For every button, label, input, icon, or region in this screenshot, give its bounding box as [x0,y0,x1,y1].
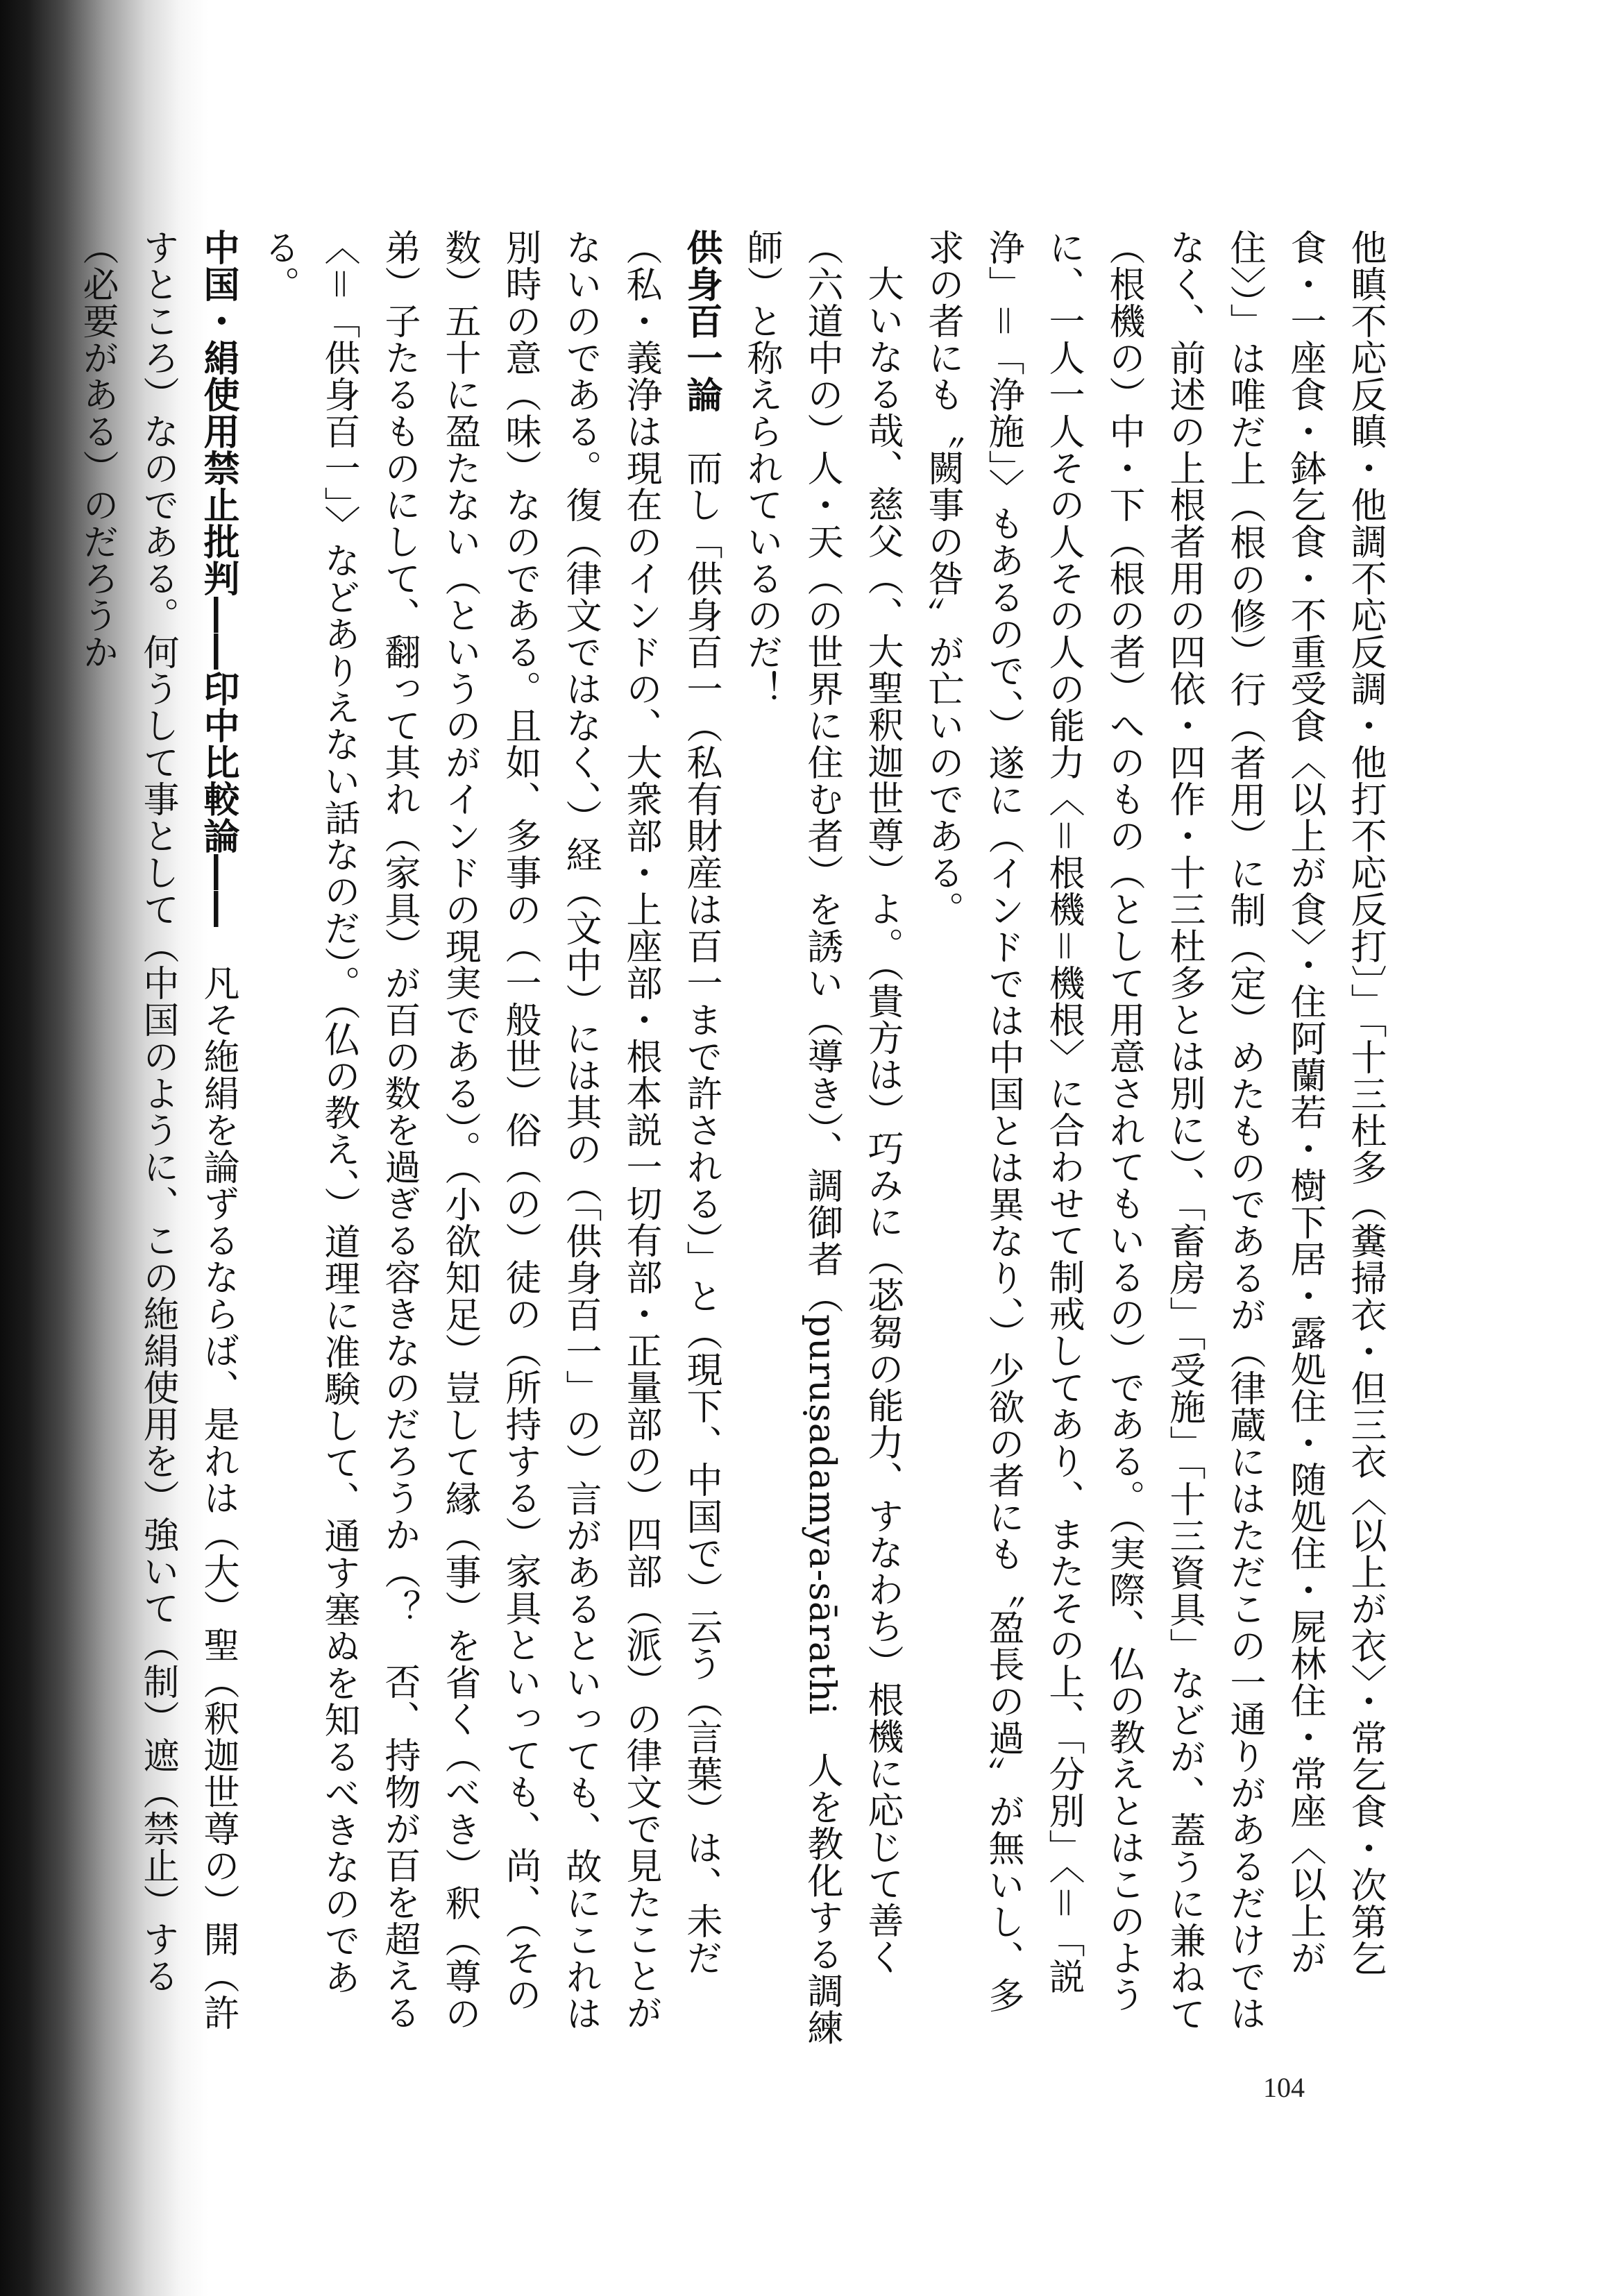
paragraph-text: 大いなる哉、慈父（、大聖釈迦世尊）よ。（貴方は）巧みに（苾芻の能力、すなわち）根機に応じて善く（六道中の）人・天（の世界に住む者）を誘い（導き）、調御者（puruṣadamya-sārathi 人を教化する調練師）と称えられているのだ！ [741,229,903,2046]
section-heading: 供身百一論 [680,229,722,413]
paragraph-kushin-hyakuichi [248,229,731,2047]
paragraph-text: 他瞋不応反瞋・他調不応反調・他打不応反打〕」「十三杜多（糞掃衣・但三衣〈以上が衣〉・常乞食・次第乞食・一座食・鉢乞食・不重受食〈以上が食〉・住阿蘭若・樹下居・露処住・随処住・屍林住・常座〈以上が住〉）」は唯だ上（根の修）行（者用）に制（定）めたものであるが（律蔵にはただこの一通りがあるだけではなく、前述の上根者用の四依・四作・十三杜多とは別に）、「畜房」「受施」「十三資具」などが、蓋うに兼ねて（根機の）中・下（根の者）へのもの（として用意されてもいるの）である。（実際、仏の教えとはこのように、一人一人その人その人の能力〈＝根機＝機根〉に合わせて制戒してあり、またその上、「分別」〈＝「説浄」＝「浄施」〉もあるので、）遂に（インドでは中国とは異なり、）少欲の者にも〝盈長の過〟が無いし、多求の者にも〝闕事の咎〟が亡いのである。 [922,229,1386,2032]
page-number: 104 [1263,2072,1305,2103]
vertical-text-body [76,229,1395,2047]
paragraph-silk-ban-critique [67,229,248,2047]
paragraph-precepts [912,229,1395,2047]
paragraph-praise [731,229,912,2047]
section-heading: 中国・絹使用禁止批判――印中比較論―― [197,229,239,928]
paragraph-text: 凡そ絁絹を論ずるならば、是れは（大）聖（釈迦世尊の）開（許すところ）なのである。何うして事として（中国のように、この絁絹使用を）強いて（制）遮（禁止）する（必要がある）のだろうか [76,229,239,2031]
paragraph-text: 而し「供身百一（私有財産は百一まで許される）」と（現下、中国で）云う（言葉）は、未だ（私・義浄は現在のインドの、大衆部・上座部・根本説一切有部・正量部の）四部（派）の律文で見たことがないのである。復（律文ではなく、）経（文中）には其の（「供身百一」の）言があるといっても、故にこれは別時の意（味）なのである。且如、多事の（一般世）俗（の）徒の（所持する）家具といっても、尚、（その数）五十に盈たない（というのがインドの現実である）。（小欲知足）豈して縁（事）を省く（べき）釈（尊の弟）子たるものにして、翻って其れ（家具）が百の数を過ぎる容きなのだろうか（？ 否、持物が百を超える〈＝「供身百一」〉などありえない話なのだ）。（仏の教え、）道理に准験して、通す塞ぬを知るべきなのである。 [257,229,722,2032]
